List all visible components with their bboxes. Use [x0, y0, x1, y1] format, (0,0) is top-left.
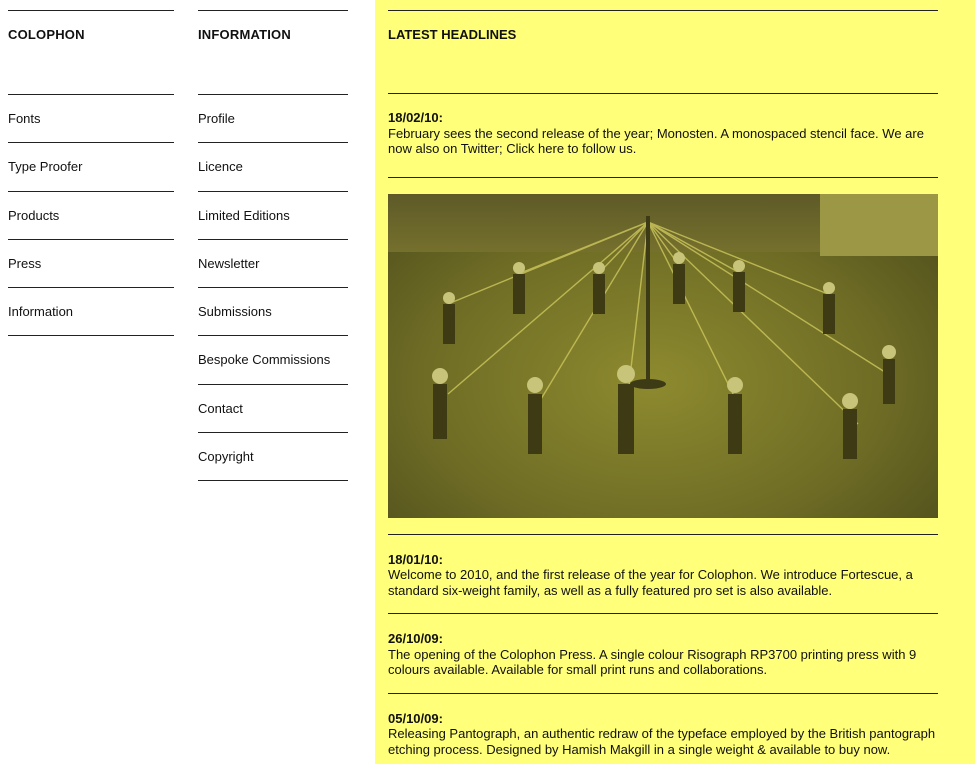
nav-limited-editions[interactable]: Limited Editions: [198, 191, 348, 239]
news-title: LATEST HEADLINES: [388, 10, 938, 94]
news-item: [388, 614, 938, 693]
nav-information[interactable]: Information: [8, 287, 174, 335]
nav-licence[interactable]: Licence: [198, 142, 348, 190]
nav-copyright[interactable]: Copyright: [198, 432, 348, 480]
brand-title[interactable]: COLOPHON: [8, 10, 174, 94]
maypole-photo: [388, 194, 938, 518]
nav-contact[interactable]: Contact: [198, 384, 348, 432]
news-date: 18/01/10:: [388, 552, 938, 568]
info-column: [198, 0, 348, 481]
news-text: Releasing Pantograph, an authentic redraw of the typeface employed by the British pantograph etching process. Designed by Hamish Makgill in a single weight & available to buy now.: [388, 726, 935, 757]
nav-press[interactable]: Press: [8, 239, 174, 287]
news-text: Welcome to 2010, and the first release of the year for Colophon. We introduce Fortescue, a standard six-weight family, as well as a fully featured pro set is also available.: [388, 567, 913, 598]
news-item: [388, 94, 938, 177]
nav-profile[interactable]: Profile: [198, 94, 348, 142]
news-date: 05/10/09:: [388, 711, 938, 727]
nav-bespoke-commissions[interactable]: Bespoke Commissions: [198, 335, 348, 383]
news-text[interactable]: February sees the second release of the year; Monosten. A monospaced stencil face. We are now also on Twitter; Click here to follow us.: [388, 126, 924, 157]
nav-submissions[interactable]: Submissions: [198, 287, 348, 335]
divider: [388, 177, 938, 178]
info-title: INFORMATION: [198, 10, 348, 94]
divider: [8, 335, 174, 336]
news-date: 18/02/10:: [388, 110, 938, 126]
news-panel: [375, 0, 975, 764]
maypole-illustration: [388, 194, 938, 518]
news-text: The opening of the Colophon Press. A single colour Risograph RP3700 printing press with 9 colours available. Available for small print runs and collaborations.: [388, 647, 916, 678]
divider: [198, 480, 348, 481]
news-item: [388, 535, 938, 614]
brand-column: [8, 0, 174, 336]
news-list: [388, 0, 938, 767]
nav-type-proofer[interactable]: Type Proofer: [8, 142, 174, 190]
nav-products[interactable]: Products: [8, 191, 174, 239]
nav-newsletter[interactable]: Newsletter: [198, 239, 348, 287]
news-date: 26/10/09:: [388, 631, 938, 647]
news-item: [388, 694, 938, 767]
nav-fonts[interactable]: Fonts: [8, 94, 174, 142]
